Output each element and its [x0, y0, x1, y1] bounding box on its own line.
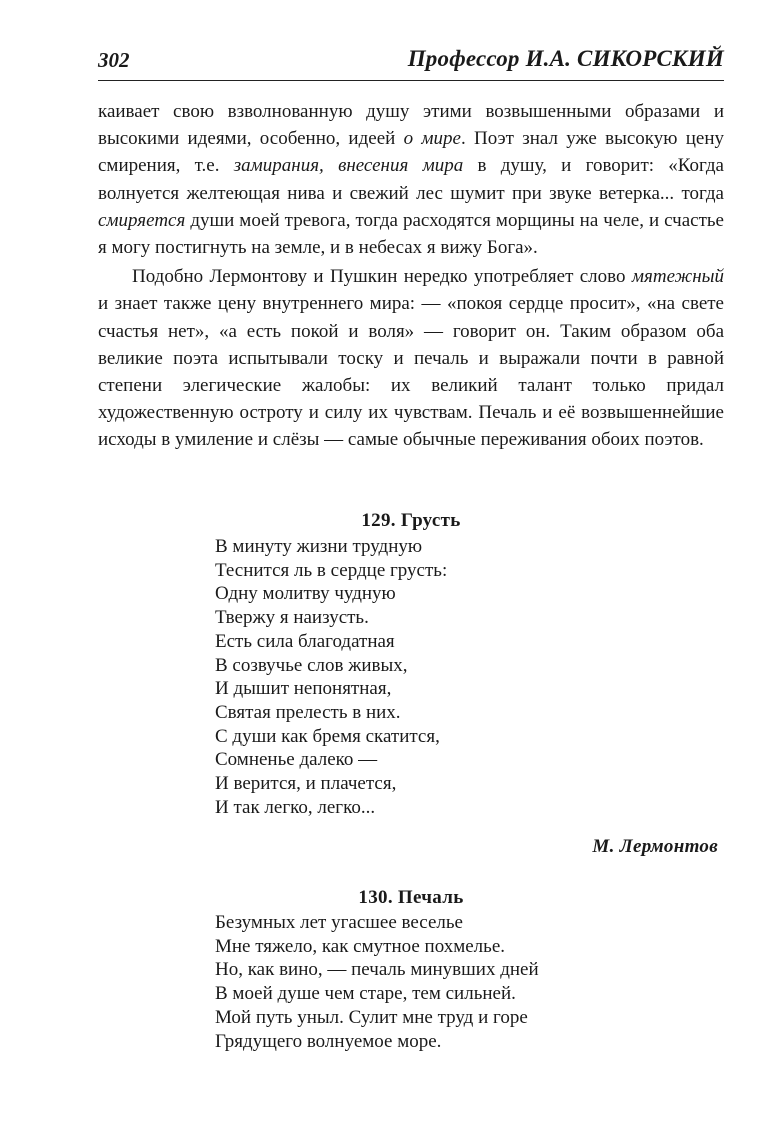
running-title: Профессор И.А. СИКОРСКИЙ: [407, 46, 724, 71]
page-number: 302: [98, 48, 130, 72]
poem-line: С души как бремя скатится,: [215, 725, 440, 747]
header-rule: [98, 80, 724, 81]
poem-title: 130. Печаль: [358, 887, 464, 908]
poem-author: М. Лермонтов: [592, 836, 718, 857]
poem-line: Мне тяжело, как смутное похмелье.: [215, 935, 506, 957]
poem-line: Сомненье далеко —: [215, 749, 378, 771]
body-text: [98, 98, 724, 454]
poem-line: Но, как вино, — печаль минувших дней: [215, 959, 539, 981]
poem-line: Теснится ль в сердце грусть:: [215, 559, 448, 581]
poem-line: Грядущего волнуемое море.: [215, 1030, 442, 1052]
poem-line: Святая прелесть в них.: [215, 701, 401, 723]
poem-stanza: [215, 911, 715, 1053]
italic-run: замирания, внесения мира: [233, 155, 464, 177]
poem-line: И верится, и плачется,: [215, 773, 397, 795]
italic-run: смиряется: [98, 209, 186, 231]
poem-line: В моей душе чем старе, тем сильней.: [215, 983, 516, 1005]
paragraph: [98, 98, 724, 261]
poem-title: 129. Грусть: [361, 510, 461, 531]
text-run: Подобно Лермонтову и Пушкин нередко употребляет слово: [132, 266, 632, 288]
italic-run: мятежный: [631, 266, 724, 288]
text-run: в душу, и говорит: «Когда волнуется желтеющая нива и свежий лес шумит при звуке ветерка... тогда: [98, 155, 724, 204]
poem-stanza: [215, 535, 715, 819]
page-header: [98, 44, 724, 84]
poem-line: Безумных лет угасшее веселье: [215, 912, 463, 933]
poem-line: В созвучье слов живых,: [215, 654, 408, 676]
poem-line: Мой путь уныл. Сулит мне труд и горе: [215, 1006, 528, 1028]
poem-line: Твержу я наизусть.: [215, 607, 369, 629]
poem-line: И так легко, легко...: [215, 796, 376, 818]
text-run: души моей тревога, тогда расходятся морщины на челе, и счастье я могу постигнуть на земле, и в небесах я вижу Бога».: [98, 209, 724, 259]
paragraph: [98, 263, 724, 453]
poem-line: В минуту жизни трудную: [215, 536, 423, 557]
italic-run: о мире: [403, 128, 461, 150]
text-run: каивает свою взволнованную душу этими возвышенными образами и высокими идеями, особенно, идеей: [98, 101, 724, 150]
text-run: и знает также цену внутреннего мира: — «покоя сердце просит», «на свете счастья нет», «а есть покой и воля» — говорит он. Таким образом оба великие поэта испытывали тоску и печаль и выражали почти в равной степени элегические жалобы: их великий талант только придал художественную остроту и силу их чувствам. Печаль и её возвышеннейшие исходы в умиление и слёзы — самые обычные переживания обоих поэтов.: [98, 293, 724, 451]
poem-line: Есть сила благодатная: [215, 630, 395, 652]
poem-line: Одну молитву чудную: [215, 583, 396, 605]
text-run: . Поэт знал уже высокую цену смирения, т.е.: [98, 128, 725, 177]
poem-line: И дышит непонятная,: [215, 678, 392, 700]
